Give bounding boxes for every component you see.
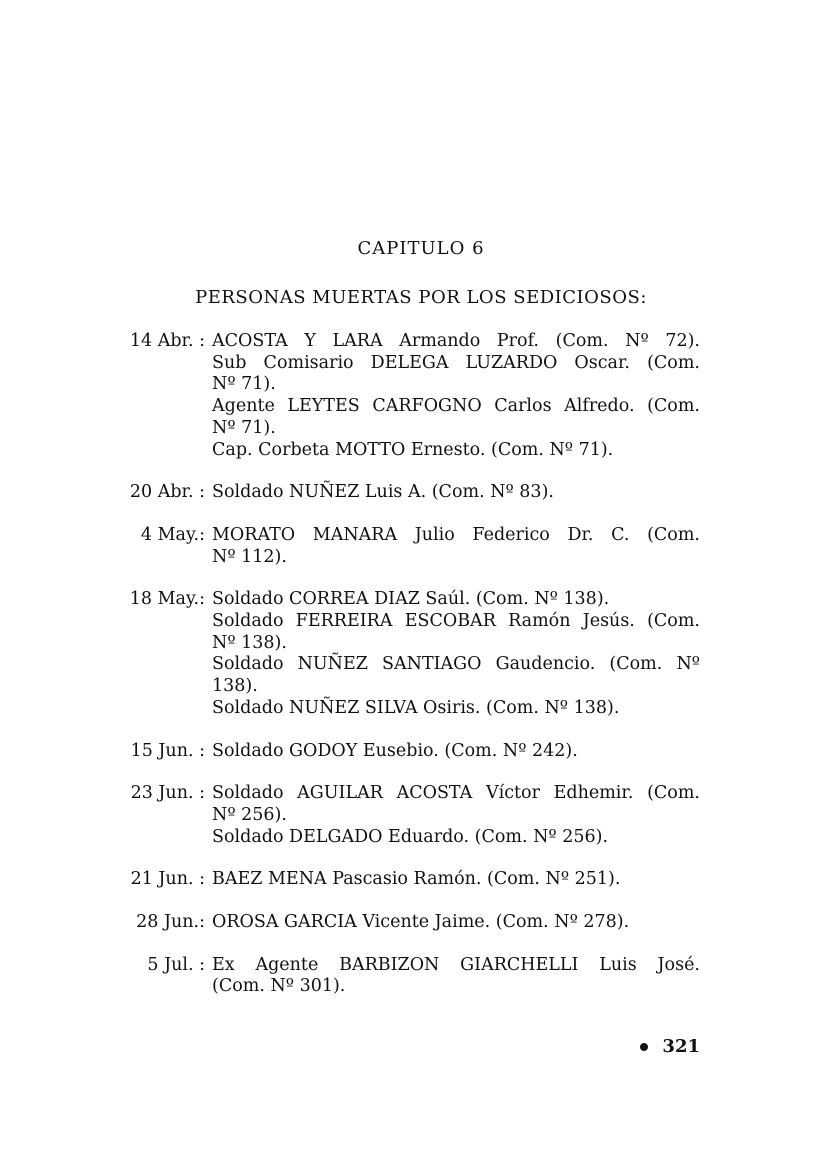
page-number: 321 bbox=[662, 1036, 700, 1057]
entry-line: ACOSTA Y LARA Armando Prof. (Com. Nº 72). bbox=[212, 331, 700, 351]
entry-line: MORATO MANARA Julio Federico Dr. C. (Com. bbox=[212, 524, 700, 545]
chapter-title: CAPITULO 6 bbox=[357, 238, 485, 259]
list-item bbox=[120, 589, 700, 719]
list-item bbox=[120, 869, 700, 891]
entry-date: 20 Abr. : bbox=[129, 482, 205, 503]
entry-text bbox=[212, 525, 700, 568]
list-item bbox=[120, 783, 700, 848]
entry-line: BAEZ MENA Pascasio Ramón. (Com. Nº 251). bbox=[212, 869, 621, 890]
entry-line: Agente LEYTES CARFOGNO Carlos Alfredo. (Com. bbox=[212, 396, 700, 417]
entry-line: Soldado AGUILAR ACOSTA Víctor Edhemir. (Com. bbox=[212, 783, 700, 804]
entry-text bbox=[212, 912, 700, 934]
entry-date: 4 May.: bbox=[140, 524, 205, 545]
entry-date: 21 Jun. : bbox=[130, 869, 205, 890]
entry-date: 14 Abr. : bbox=[129, 331, 205, 351]
entry-line: Ex Agente BARBIZON GIARCHELLI Luis José. bbox=[212, 954, 700, 975]
entry-line: Soldado NUÑEZ Luis A. (Com. Nº 83). bbox=[212, 482, 554, 503]
entry-date: 15 Jun. : bbox=[130, 740, 205, 761]
entry-line: (Com. Nº 301). bbox=[212, 976, 346, 997]
entry-text bbox=[212, 589, 700, 719]
entry-line: Sub Comisario DELEGA LUZARDO Oscar. (Com. bbox=[212, 352, 700, 373]
list-item bbox=[120, 525, 700, 568]
page-footer bbox=[620, 1036, 700, 1057]
list-item bbox=[120, 482, 700, 504]
entry-line: Soldado NUÑEZ SANTIAGO Gaudencio. (Com. Nº bbox=[212, 654, 700, 675]
section-heading: PERSONAS MUERTAS POR LOS SEDICIOSOS: bbox=[195, 287, 647, 308]
entry-line: Soldado FERREIRA ESCOBAR Ramón Jesús. (Com. bbox=[212, 611, 700, 632]
list-item bbox=[120, 331, 700, 461]
entry-line: Nº 71). bbox=[212, 374, 276, 395]
entry-line: 138). bbox=[212, 676, 258, 697]
entry-line: Soldado NUÑEZ SILVA Osiris. (Com. Nº 138). bbox=[212, 697, 620, 718]
entry-date: 23 Jun. : bbox=[130, 783, 205, 804]
entry-list bbox=[120, 331, 700, 1019]
entry-text bbox=[212, 955, 700, 998]
entry-line: Nº 112). bbox=[212, 546, 287, 567]
entry-line: Nº 256). bbox=[212, 804, 287, 825]
entry-line: Nº 71). bbox=[212, 417, 276, 438]
entry-line: Nº 138). bbox=[212, 632, 287, 653]
list-item bbox=[120, 912, 700, 934]
entry-line: OROSA GARCIA Vicente Jaime. (Com. Nº 278). bbox=[212, 912, 630, 933]
entry-line: Soldado CORREA DIAZ Saúl. (Com. Nº 138). bbox=[212, 589, 610, 610]
list-item bbox=[120, 955, 700, 998]
entry-date: 28 Jun.: bbox=[136, 912, 205, 933]
bullet-dot-icon bbox=[640, 1043, 648, 1051]
entry-text bbox=[212, 482, 700, 504]
entry-line: Cap. Corbeta MOTTO Ernesto. (Com. Nº 71). bbox=[212, 439, 614, 460]
entry-text bbox=[212, 331, 700, 461]
entry-date: 18 May.: bbox=[129, 589, 205, 610]
entry-text bbox=[212, 869, 700, 891]
entry-date: 5 Jul. : bbox=[147, 954, 205, 975]
entry-text bbox=[212, 783, 700, 848]
list-item bbox=[120, 741, 700, 763]
entry-text bbox=[212, 741, 700, 763]
entry-line: Soldado DELGADO Eduardo. (Com. Nº 256). bbox=[212, 826, 609, 847]
entry-line: Soldado GODOY Eusebio. (Com. Nº 242). bbox=[212, 740, 578, 761]
